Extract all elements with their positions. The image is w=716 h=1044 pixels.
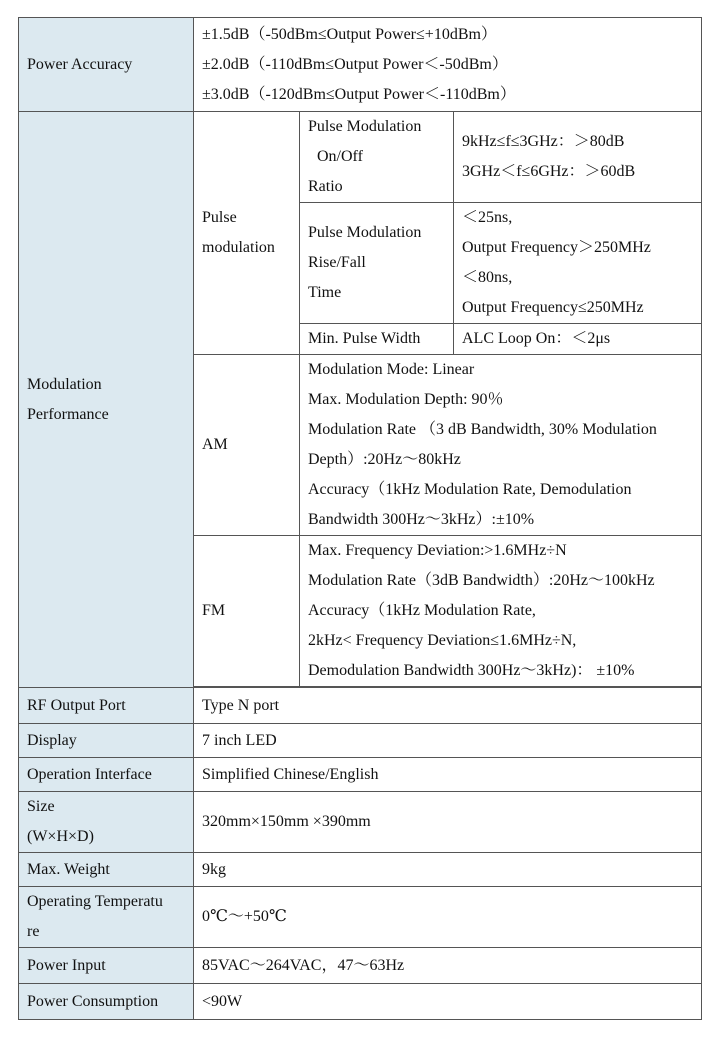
row-rf-output <box>19 688 702 724</box>
rf-output-value: Type N port <box>194 688 702 724</box>
power-accuracy-value <box>194 18 702 112</box>
power-accuracy-label: Power Accuracy <box>19 18 194 112</box>
row-interface <box>19 758 702 792</box>
on-off-ratio-value: 9kHz≤f≤3GHz：＞80dB 3GHz＜f≤6GHz：＞60dB <box>454 112 702 203</box>
power-accuracy-line: ±3.0dB（-120dBm≤Output Power＜-110dBm） <box>202 85 516 103</box>
size-label: Size (W×H×D) <box>19 792 194 853</box>
interface-label: Operation Interface <box>19 758 194 792</box>
power-input-label: Power Input <box>19 948 194 984</box>
am-value: Modulation Mode: Linear Max. Modulation Depth: 90％ Modulation Rate （3 dB Bandwidth, 30% Modulation Depth）:20Hz～80kHz Accuracy（1kHz Modulation Rate, Demodulation Bandwidth 300Hz～3kHz）:±10% <box>300 355 702 536</box>
fm-label: FM <box>194 536 300 687</box>
rise-fall-label: Pulse Modulation Rise/Fall Time <box>300 203 454 324</box>
row-temperature <box>19 887 702 948</box>
row-power-consumption <box>19 984 702 1020</box>
weight-label: Max. Weight <box>19 853 194 887</box>
on-off-ratio-label: Pulse Modulation On/Off Ratio <box>300 112 454 203</box>
weight-value: 9kg <box>194 853 702 887</box>
display-value: 7 inch LED <box>194 724 702 758</box>
row-size <box>19 792 702 853</box>
power-accuracy-line: ±1.5dB（-50dBm≤Output Power≤+10dBm） <box>202 25 497 43</box>
size-value: 320mm×150mm ×390mm <box>194 792 702 853</box>
temperature-label: Operating Temperatu re <box>19 887 194 948</box>
interface-value: Simplified Chinese/English <box>194 758 702 792</box>
pulse-modulation-label: Pulse modulation <box>194 112 300 355</box>
rf-output-label: RF Output Port <box>19 688 194 724</box>
temperature-value: 0℃～+50℃ <box>194 887 702 948</box>
min-pulse-width-value: ALC Loop On：＜2μs <box>454 324 702 355</box>
display-label: Display <box>19 724 194 758</box>
row-pulse-on-off <box>19 112 702 203</box>
modulation-performance-label: Modulation Performance <box>19 112 194 688</box>
row-power-input <box>19 948 702 984</box>
row-weight <box>19 853 702 887</box>
power-accuracy-line: ±2.0dB（-110dBm≤Output Power＜-50dBm） <box>202 55 508 73</box>
row-power-accuracy <box>19 18 702 112</box>
am-label: AM <box>194 355 300 536</box>
power-consumption-label: Power Consumption <box>19 984 194 1020</box>
spec-table <box>18 17 702 1020</box>
power-consumption-value: <90W <box>194 984 702 1020</box>
row-display <box>19 724 702 758</box>
fm-value: Max. Frequency Deviation:>1.6MHz÷N Modulation Rate（3dB Bandwidth）:20Hz～100kHz Accuracy（1kHz Modulation Rate, 2kHz< Frequency Deviation≤1.6MHz÷N, Demodulation Bandwidth 300Hz～3kHz)： ±10% <box>300 536 702 687</box>
rise-fall-value: ＜25ns, Output Frequency＞250MHz ＜80ns, Output Frequency≤250MHz <box>454 203 702 324</box>
power-input-value: 85VAC～264VAC，47～63Hz <box>194 948 702 984</box>
min-pulse-width-label: Min. Pulse Width <box>300 324 454 355</box>
